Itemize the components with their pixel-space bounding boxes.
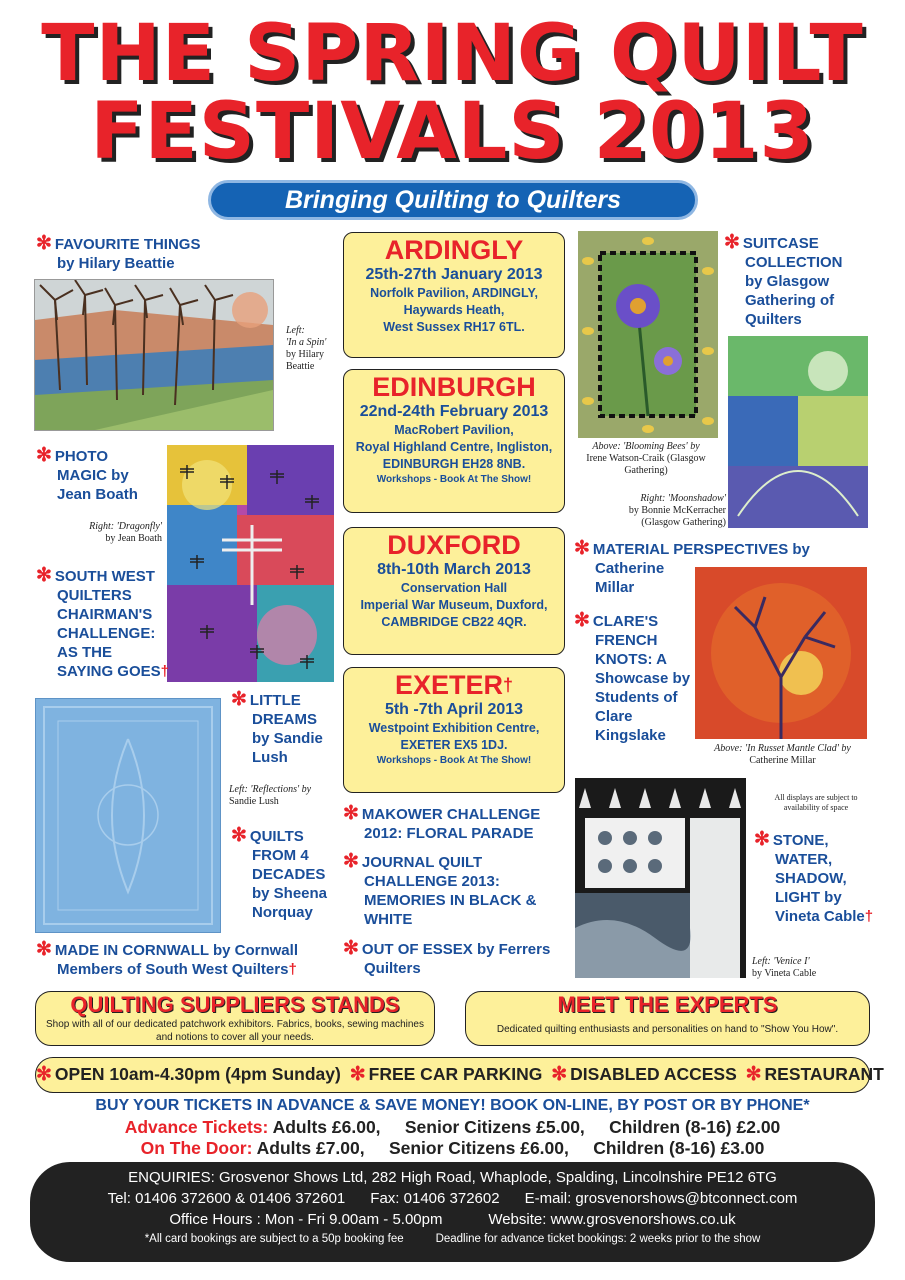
caption-text: 'In a Spin' xyxy=(286,337,327,348)
footer-website-link[interactable]: Website: www.grosvenorshows.co.uk xyxy=(488,1211,736,1228)
feature-text: Catherine xyxy=(595,560,665,577)
feature-text: CLARE'S xyxy=(592,613,659,630)
feature-journal-quilt xyxy=(343,852,537,929)
asterisk-icon: ✻ xyxy=(754,829,770,850)
feature-text: FRENCH xyxy=(595,632,658,649)
event-address: Conservation Hall xyxy=(400,581,508,595)
feature-text: Members of South West Quilters xyxy=(57,961,289,978)
asterisk-icon: ✻ xyxy=(343,938,359,959)
event-date: 5th -7th April 2013 xyxy=(384,701,524,718)
feature-little-dreams xyxy=(231,690,323,767)
feature-text: Norquay xyxy=(252,904,313,921)
event-duxford xyxy=(343,527,565,655)
advance-tickets-row xyxy=(0,1117,905,1138)
price-senior: Senior Citizens £6.00, xyxy=(388,1138,569,1158)
feature-text: OUT OF ESSEX by Ferrers xyxy=(361,941,551,958)
feature-stone-water xyxy=(754,830,873,926)
price-adults: Adults £6.00, xyxy=(272,1117,381,1137)
feature-made-in-cornwall xyxy=(36,940,298,979)
feature-text: LITTLE xyxy=(249,692,301,709)
caption-text: Left: 'Venice I' xyxy=(752,956,810,967)
access-info: DISABLED ACCESS xyxy=(570,1064,737,1084)
feature-text: SHADOW, xyxy=(775,870,847,887)
caption-text: All displays are subject to xyxy=(774,793,858,802)
asterisk-icon: ✻ xyxy=(36,1064,52,1085)
feature-text: Quilters xyxy=(745,311,802,328)
event-address: CAMBRIDGE CB22 4QR. xyxy=(381,615,527,629)
caption-text: Gathering) xyxy=(624,465,668,476)
asterisk-icon: ✻ xyxy=(724,232,740,253)
door-tickets-row xyxy=(0,1138,905,1159)
feature-text: SOUTH WEST xyxy=(54,568,155,585)
feature-text: LIGHT by xyxy=(775,889,842,906)
quilt-image-blooming-bees xyxy=(578,231,718,438)
quilt-image-in-a-spin xyxy=(34,279,274,431)
event-workshop-note: Workshops - Book At The Show! xyxy=(376,474,532,485)
caption-subject-to-space xyxy=(766,793,866,813)
feature-text: Jean Boath xyxy=(57,486,138,503)
suppliers-text: and notions to cover all your needs. xyxy=(156,1032,314,1043)
caption-text: Left: xyxy=(286,325,305,336)
caption-text: Catherine Millar xyxy=(749,755,816,766)
quilt-image-reflections xyxy=(35,698,221,933)
feature-text: by Sheena xyxy=(252,885,328,902)
feature-text: MAGIC by xyxy=(57,467,129,484)
feature-text: Students of xyxy=(595,689,678,706)
feature-text: DREAMS xyxy=(252,711,318,728)
feature-text: MAKOWER CHALLENGE xyxy=(361,806,541,823)
feature-text: Millar xyxy=(595,579,635,596)
caption-text: Beattie xyxy=(286,361,315,372)
feature-text: WATER, xyxy=(775,851,833,868)
asterisk-icon: ✻ xyxy=(36,565,52,586)
event-date: 22nd-24th February 2013 xyxy=(359,403,549,420)
asterisk-icon: ✻ xyxy=(36,939,52,960)
event-date: 8th-10th March 2013 xyxy=(377,561,531,578)
feature-text: FROM 4 xyxy=(252,847,309,864)
feature-text: 2012: FLORAL PARADE xyxy=(364,825,534,842)
caption-text: by Jean Boath xyxy=(105,533,162,544)
feature-makower xyxy=(343,804,540,843)
dagger-mark: † xyxy=(864,908,874,925)
asterisk-icon: ✻ xyxy=(343,803,359,824)
quilt-image-russet-mantle xyxy=(695,567,867,739)
price-children: Children (8-16) £3.00 xyxy=(593,1138,765,1158)
suppliers-text: Shop with all of our dedicated patchwork exhibitors. Fabrics, books, sewing machines xyxy=(46,1019,424,1030)
caption-text: Above: 'Blooming Bees' by xyxy=(592,441,700,452)
footer-enquiries: ENQUIRIES: Grosvenor Shows Ltd, 282 High Road, Whaplode, Spalding, Lincolnshire PE12 6TG xyxy=(128,1169,777,1186)
event-address: Norfolk Pavilion, ARDINGLY, xyxy=(370,286,538,300)
asterisk-icon: ✻ xyxy=(574,610,590,631)
advance-label: Advance Tickets: xyxy=(124,1117,269,1137)
contact-footer xyxy=(30,1162,875,1262)
caption-moonshadow xyxy=(596,493,726,529)
feature-text: by Hilary Beattie xyxy=(57,255,175,272)
feature-text: QUILTERS xyxy=(57,587,132,604)
price-senior: Senior Citizens £5.00, xyxy=(404,1117,585,1137)
event-address: Haywards Heath, xyxy=(403,303,505,317)
event-ardingly xyxy=(343,232,565,358)
feature-text: WHITE xyxy=(364,911,413,928)
asterisk-icon: ✻ xyxy=(349,1064,366,1085)
door-label: On The Door: xyxy=(140,1138,253,1158)
opening-hours: OPEN 10am-4.30pm (4pm Sunday) xyxy=(54,1064,341,1084)
feature-text: CHALLENGE 2013: xyxy=(364,873,500,890)
event-city: DUXFORD xyxy=(387,530,521,560)
caption-text: Right: 'Moonshadow' xyxy=(640,493,726,504)
feature-text: AS THE xyxy=(57,644,113,661)
dagger-mark: † xyxy=(503,675,514,695)
quilt-image-venice xyxy=(575,778,746,978)
feature-text: Lush xyxy=(252,749,288,766)
experts-text: Dedicated quilting enthusiasts and personalities on hand to "Show You How". xyxy=(496,1024,839,1035)
feature-text: Quilters xyxy=(364,960,421,977)
caption-venice xyxy=(752,956,862,980)
feature-text: CHAIRMAN'S xyxy=(57,606,153,623)
feature-text: PHOTO xyxy=(54,448,108,465)
feature-text: SUITCASE xyxy=(742,235,819,252)
event-city-name: EXETER xyxy=(394,670,503,700)
tickets-headline: BUY YOUR TICKETS IN ADVANCE & SAVE MONEY! BOOK ON-LINE, BY POST OR BY PHONE* xyxy=(95,1097,810,1114)
asterisk-icon: ✻ xyxy=(36,233,52,254)
price-children: Children (8-16) £2.00 xyxy=(609,1117,781,1137)
title-line-1: THE SPRING QUILT xyxy=(41,9,864,99)
experts-heading: MEET THE EXPERTS xyxy=(557,992,778,1017)
caption-text: by Vineta Cable xyxy=(752,968,817,979)
asterisk-icon: ✻ xyxy=(231,825,247,846)
suppliers-heading: QUILTING SUPPLIERS STANDS xyxy=(70,992,400,1017)
quilt-image-dragonfly xyxy=(167,445,334,682)
caption-text: Left: 'Reflections' by xyxy=(229,784,312,795)
event-city: ARDINGLY xyxy=(384,235,524,265)
event-exeter xyxy=(343,667,565,793)
tagline-banner: Bringing Quilting to Quilters xyxy=(208,180,698,220)
feature-text: Gathering of xyxy=(745,292,835,309)
event-address: EDINBURGH EH28 8NB. xyxy=(382,457,526,471)
asterisk-icon: ✻ xyxy=(343,851,359,872)
event-address: EXETER EX5 1DJ. xyxy=(400,738,508,752)
feature-text: COLLECTION xyxy=(745,254,843,271)
feature-south-west-challenge xyxy=(36,566,169,681)
caption-text: Right: 'Dragonfly' xyxy=(89,521,162,532)
feature-text: CHALLENGE: xyxy=(57,625,156,642)
suppliers-box xyxy=(35,991,435,1046)
caption-blooming-bees xyxy=(566,441,726,477)
caption-in-a-spin xyxy=(286,325,356,373)
event-address: Royal Highland Centre, Ingliston, xyxy=(355,440,553,454)
asterisk-icon: ✻ xyxy=(574,538,590,559)
footer-deadline: Deadline for advance ticket bookings: 2 weeks prior to the show xyxy=(435,1233,761,1245)
title-line-2: FESTIVALS 2013 xyxy=(90,87,815,177)
parking-info: FREE CAR PARKING xyxy=(368,1064,543,1084)
event-date: 25th-27th January 2013 xyxy=(365,266,543,283)
feature-text: Kingslake xyxy=(595,727,666,744)
feature-text: by Sandie xyxy=(252,730,323,747)
feature-text: FAVOURITE THINGS xyxy=(54,236,201,253)
experts-box xyxy=(465,991,870,1046)
caption-russet-mantle xyxy=(700,743,865,767)
event-workshop-note: Workshops - Book At The Show! xyxy=(376,755,532,766)
feature-text: by Glasgow xyxy=(745,273,830,290)
feature-text: KNOTS: A xyxy=(595,651,667,668)
caption-reflections xyxy=(229,784,339,808)
footer-telephone: Tel: 01406 372600 & 01406 372601 xyxy=(107,1190,346,1207)
feature-clares-french-knots xyxy=(574,611,690,745)
restaurant-info: RESTAURANT xyxy=(764,1064,884,1084)
event-address: Westpoint Exhibition Centre, xyxy=(368,721,540,735)
footer-booking-fee: *All card bookings are subject to a 50p booking fee xyxy=(144,1233,404,1245)
footer-email[interactable]: E-mail: grosvenorshows@btconnect.com xyxy=(524,1190,798,1207)
event-city xyxy=(348,670,560,700)
dagger-mark: † xyxy=(288,961,297,978)
footer-hours-row xyxy=(30,1209,875,1230)
caption-dragonfly xyxy=(60,521,162,545)
feature-text: Vineta Cable xyxy=(775,908,865,925)
footer-notes-row xyxy=(30,1230,875,1248)
footer-contact-row xyxy=(30,1188,875,1209)
event-city: EDINBURGH xyxy=(372,372,536,402)
event-address: MacRobert Pavilion, xyxy=(394,423,514,437)
feature-quilts-decades xyxy=(231,826,327,922)
feature-favourite-things xyxy=(36,234,200,273)
caption-text: Above: 'In Russet Mantle Clad' by xyxy=(714,743,851,754)
caption-text: availability of space xyxy=(783,803,849,812)
event-address: West Sussex RH17 6TL. xyxy=(383,320,525,334)
feature-out-of-essex xyxy=(343,939,550,978)
event-edinburgh xyxy=(343,369,565,513)
feature-text: DECADES xyxy=(252,866,326,883)
asterisk-icon: ✻ xyxy=(551,1064,568,1085)
feature-text: SAYING GOES xyxy=(57,663,161,680)
feature-suitcase-collection xyxy=(724,233,843,329)
dagger-mark: † xyxy=(160,663,169,680)
feature-text: Showcase by xyxy=(595,670,691,687)
feature-photo-magic xyxy=(36,446,138,504)
feature-text: Clare xyxy=(595,708,633,725)
event-address: Imperial War Museum, Duxford, xyxy=(360,598,548,612)
price-adults: Adults £7.00, xyxy=(256,1138,365,1158)
footer-office-hours: Office Hours : Mon - Fri 9.00am - 5.00pm xyxy=(169,1211,443,1228)
asterisk-icon: ✻ xyxy=(36,445,52,466)
asterisk-icon: ✻ xyxy=(231,689,247,710)
feature-text: STONE, xyxy=(772,832,829,849)
feature-text: MADE IN CORNWALL by Cornwall xyxy=(54,942,298,959)
caption-text: by Bonnie McKerracher xyxy=(628,505,726,516)
feature-text: MEMORIES IN BLACK & xyxy=(364,892,537,909)
caption-text: Irene Watson-Craik (Glasgow xyxy=(586,453,706,464)
footer-fax: Fax: 01406 372602 xyxy=(370,1190,500,1207)
caption-text: (Glasgow Gathering) xyxy=(641,517,726,528)
asterisk-icon: ✻ xyxy=(745,1064,762,1085)
info-bar xyxy=(35,1057,884,1093)
feature-text: MATERIAL PERSPECTIVES by xyxy=(592,541,810,558)
feature-text: JOURNAL QUILT xyxy=(361,854,483,871)
feature-text: QUILTS xyxy=(249,828,304,845)
caption-text: Sandie Lush xyxy=(229,796,279,807)
quilt-image-moonshadow xyxy=(728,336,868,528)
caption-text: by Hilary xyxy=(286,349,325,360)
